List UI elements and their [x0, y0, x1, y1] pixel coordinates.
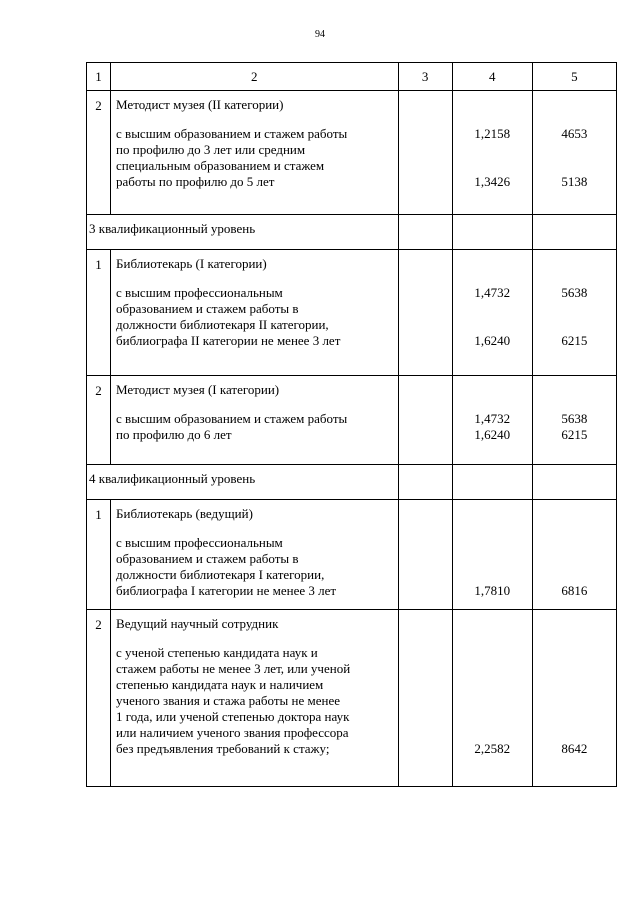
page-number: 94 — [315, 29, 325, 40]
requirement-line: должности библиотекаря I категории, — [116, 567, 325, 582]
table-row — [87, 500, 617, 610]
requirement-line: с высшим образованием и стажем работы — [116, 411, 348, 426]
requirement-line: специальным образованием и стажем — [116, 158, 325, 173]
coefficient-cell — [452, 91, 532, 215]
requirement-line: библиографа II категории не менее 3 лет — [116, 333, 341, 348]
requirement-line: библиографа I категории не менее 3 лет — [116, 583, 337, 598]
salary-cell — [532, 610, 616, 787]
empty-cell — [398, 215, 452, 250]
salary-cell — [532, 250, 616, 376]
coefficient-cell — [452, 376, 532, 465]
salary-cell — [532, 500, 616, 610]
coefficient-cell — [452, 500, 532, 610]
salary-table — [86, 62, 617, 787]
salary-cell — [532, 91, 616, 215]
requirement-line: по профилю до 6 лет — [116, 427, 232, 442]
position-cell — [111, 250, 399, 376]
row-number: 1 — [87, 250, 111, 376]
column-header: 3 — [398, 63, 452, 91]
empty-cell — [532, 215, 616, 250]
salary-value: 8642 — [561, 741, 588, 756]
coefficient-value: 2,2582 — [474, 741, 511, 756]
salary-value: 5638 — [561, 411, 588, 426]
position-cell — [111, 610, 399, 787]
requirement-line: степенью кандидата наук и наличием — [116, 677, 324, 692]
requirement-line: стажем работы не менее 3 лет, или ученой — [116, 661, 351, 676]
column-header: 4 — [452, 63, 532, 91]
coefficient-value: 1,3426 — [474, 174, 511, 189]
coefficient-cell — [452, 610, 532, 787]
row-number: 2 — [87, 610, 111, 787]
requirement-line: с высшим профессиональным — [116, 535, 283, 550]
empty-cell — [398, 500, 452, 610]
row-number: 2 — [87, 376, 111, 465]
position-requirements — [116, 285, 394, 349]
group-row — [87, 465, 617, 500]
position-cell — [111, 376, 399, 465]
position-title: Библиотекарь (I категории) — [116, 256, 267, 271]
position-title: Методист музея (II категории) — [116, 97, 284, 112]
requirement-line: с ученой степенью кандидата наук и — [116, 645, 318, 660]
coefficient-value: 1,4732 — [474, 411, 511, 426]
requirement-line: образованием и стажем работы в — [116, 301, 299, 316]
column-header: 2 — [111, 63, 399, 91]
empty-cell — [452, 465, 532, 500]
position-requirements — [116, 535, 394, 599]
salary-value: 6215 — [561, 333, 588, 348]
position-requirements — [116, 126, 394, 190]
table-row — [87, 250, 617, 376]
requirement-line: без предъявления требований к стажу; — [116, 741, 330, 756]
table-row — [87, 91, 617, 215]
table-body — [87, 91, 617, 787]
row-number: 1 — [87, 500, 111, 610]
group-label: 4 квалификационный уровень — [87, 465, 399, 500]
empty-cell — [398, 91, 452, 215]
requirement-line: с высшим профессиональным — [116, 285, 283, 300]
position-requirements — [116, 645, 394, 757]
requirement-line: или наличием ученого звания профессора — [116, 725, 349, 740]
position-title: Методист музея (I категории) — [116, 382, 280, 397]
position-cell — [111, 91, 399, 215]
coefficient-value: 1,7810 — [474, 583, 511, 598]
position-cell — [111, 500, 399, 610]
column-header: 5 — [532, 63, 616, 91]
salary-cell — [532, 376, 616, 465]
row-number: 2 — [87, 91, 111, 215]
group-label: 3 квалификационный уровень — [87, 215, 399, 250]
salary-value: 5138 — [561, 174, 588, 189]
position-title: Ведущий научный сотрудник — [116, 616, 279, 631]
position-requirements — [116, 411, 394, 443]
requirement-line: по профилю до 3 лет или средним — [116, 142, 306, 157]
empty-cell — [532, 465, 616, 500]
salary-value: 4653 — [561, 126, 588, 141]
requirement-line: с высшим образованием и стажем работы — [116, 126, 348, 141]
requirement-line: должности библиотекаря II категории, — [116, 317, 329, 332]
empty-cell — [398, 610, 452, 787]
table-row — [87, 376, 617, 465]
requirement-line: ученого звания и стажа работы не менее — [116, 693, 341, 708]
group-row — [87, 215, 617, 250]
table-row — [87, 610, 617, 787]
empty-cell — [398, 250, 452, 376]
table-header-row — [87, 63, 617, 91]
requirement-line: 1 года, или ученой степенью доктора наук — [116, 709, 350, 724]
coefficient-value: 1,2158 — [474, 126, 511, 141]
position-title: Библиотекарь (ведущий) — [116, 506, 253, 521]
salary-value: 5638 — [561, 285, 588, 300]
column-header: 1 — [87, 63, 111, 91]
empty-cell — [398, 465, 452, 500]
coefficient-value: 1,4732 — [474, 285, 511, 300]
coefficient-value: 1,6240 — [474, 333, 511, 348]
empty-cell — [452, 215, 532, 250]
empty-cell — [398, 376, 452, 465]
requirement-line: образованием и стажем работы в — [116, 551, 299, 566]
salary-value: 6215 — [561, 427, 588, 442]
requirement-line: работы по профилю до 5 лет — [116, 174, 275, 189]
coefficient-value: 1,6240 — [474, 427, 511, 442]
coefficient-cell — [452, 250, 532, 376]
salary-value: 6816 — [561, 583, 588, 598]
